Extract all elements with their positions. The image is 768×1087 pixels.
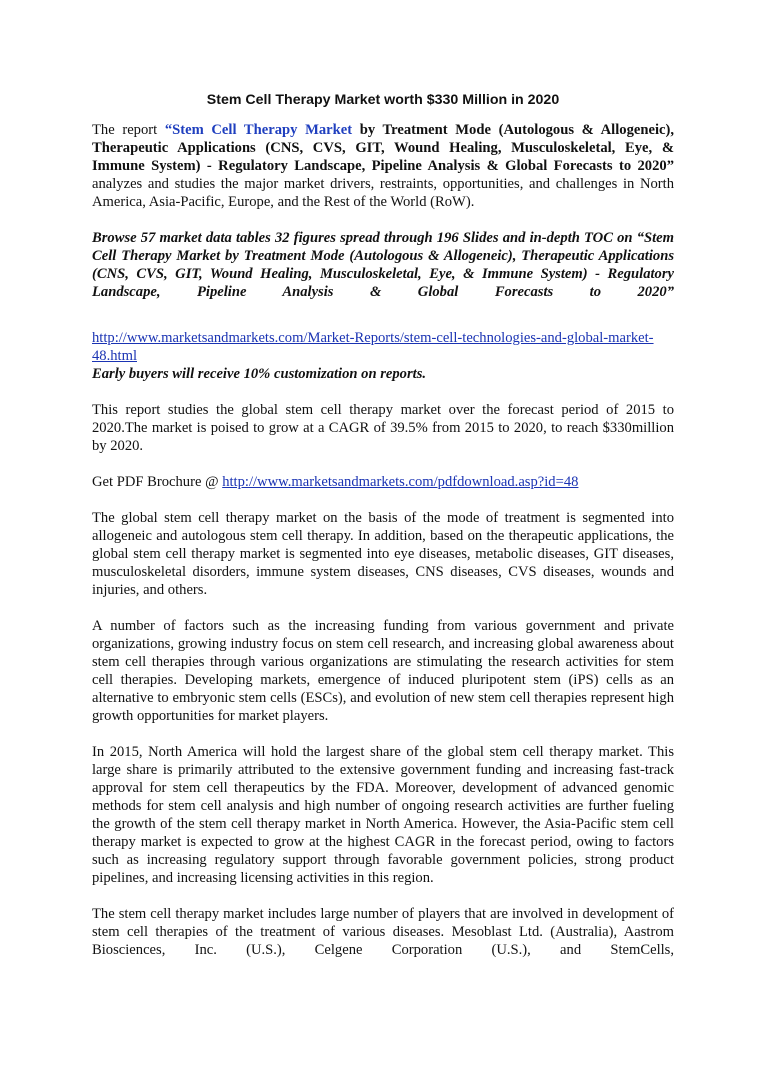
forecast-paragraph: This report studies the global stem cell therapy market over the forecast period of 2015 to 2020.The market is poised to grow at a CAGR of 39.5% from 2015 to 2020, to reach $330million by 2020.: [92, 402, 674, 454]
report-url-paragraph: [92, 329, 674, 365]
intro-lead: The report: [92, 122, 165, 138]
report-name-link[interactable]: “Stem Cell Therapy Market: [164, 122, 353, 138]
page-title: Stem Cell Therapy Market worth $330 Million in 2020: [206, 92, 560, 108]
body-paragraph-regions: In 2015, North America will hold the largest share of the global stem cell therapy market. This large share is primarily attributed to the extensive government funding and increasing fast-track approval for stem cell therapeutics by the FDA. Moreover, development of advanced genomic methods for stem cell analysis and high number of ongoing research activities are further fueling the growth of the stem cell therapy market in North America. However, the Asia-Pacific stem cell therapy market is expected to grow at the highest CAGR in the forecast period, owing to factors such as increasing regulatory support through favorable government policies, strong product pipelines, and increasing licensing activities in this region.: [92, 744, 674, 886]
brochure-link[interactable]: http://www.marketsandmarkets.com/pdfdownload.asp?id=48: [222, 474, 579, 490]
early-buyers-note: Early buyers will receive 10% customization on reports.: [92, 366, 427, 382]
intro-tail: analyzes and studies the major market drivers, restraints, opportunities, and challenges in North America, Asia-Pacific, Europe, and the Rest of the World (RoW).: [92, 176, 674, 210]
report-url-link[interactable]: http://www.marketsandmarkets.com/Market-Reports/stem-cell-technologies-and-global-market-48.html: [92, 330, 654, 364]
document-page: [92, 91, 674, 977]
brochure-label: Get PDF Brochure @: [92, 474, 223, 490]
body-paragraph-players: The stem cell therapy market includes large number of players that are involved in development of stem cell therapies of the treatment of various diseases. Mesoblast Ltd. (Australia), Aastrom Biosciences, Inc. (U.S.), Celgene Corporation (U.S.), and StemCells,: [92, 906, 674, 958]
brochure-paragraph: [92, 473, 674, 491]
report-name-rest: by Treatment Mode (Autologous & Allogeneic), Therapeutic Applications (CNS, CVS, GIT, Wound Healing, Musculoskeletal, Eye, & Immune System) - Regulatory Landscape, Pipeline Analysis & Global Forecasts to 2020”: [92, 122, 675, 174]
intro-paragraph: [92, 121, 674, 211]
body-paragraph-segmentation: The global stem cell therapy market on the basis of the mode of treatment is segmented into allogeneic and autologous stem cell therapy. In addition, based on the therapeutic applications, the global stem cell therapy market is segmented into eye diseases, metabolic diseases, GIT diseases, musculoskeletal disorders, immune system diseases, CNS diseases, CVS diseases, wounds and injuries, and others.: [92, 510, 674, 598]
body-paragraph-factors: A number of factors such as the increasing funding from various government and private organizations, growing industry focus on stem cell research, and increasing global awareness about stem cell therapies through various organizations are stimulating the research activities for stem cell therapies. Developing markets, emergence of induced pluripotent stem (iPS) cells as an alternative to embryonic stem cells (ESCs), and evolution of new stem cell therapies represent high growth opportunities for market players.: [92, 618, 674, 724]
browse-paragraph: Browse 57 market data tables 32 figures spread through 196 Slides and in-depth TOC on “Stem Cell Therapy Market by Treatment Mode (Autologous & Allogeneic), Therapeutic Applications (CNS, CVS, GIT, Wound Healing, Musculoskeletal, Eye, & Immune System) - Regulatory Landscape, Pipeline Analysis & Global Forecasts to 2020”: [92, 230, 674, 300]
